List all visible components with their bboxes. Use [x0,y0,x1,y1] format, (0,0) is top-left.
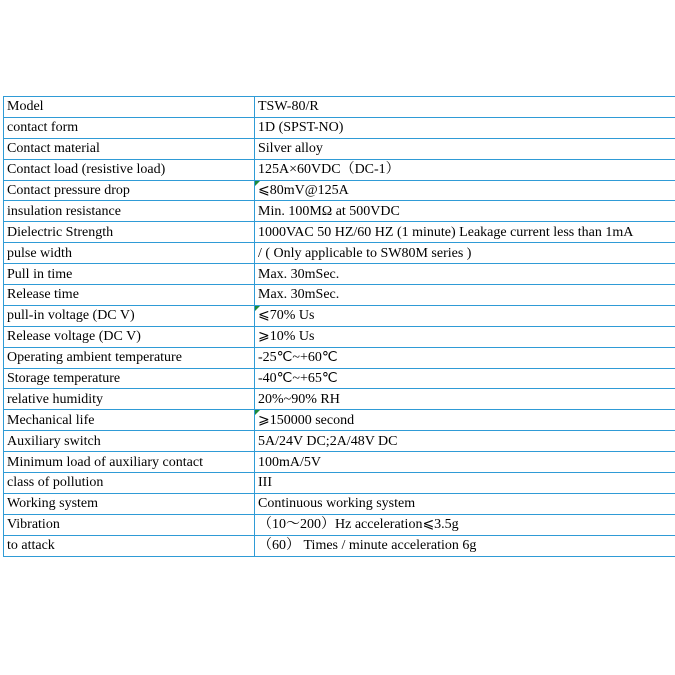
spec-value: 5A/24V DC;2A/48V DC [255,431,675,452]
spec-row [4,326,675,347]
spec-label: Pull in time [4,264,255,285]
spec-value: -40℃~+65℃ [255,368,675,389]
spec-label: Model [4,97,255,118]
spec-label: insulation resistance [4,201,255,222]
spec-value: / ( Only applicable to SW80M series ) [255,243,675,264]
spec-row [4,180,675,201]
spec-label: Dielectric Strength [4,222,255,243]
spec-row [4,514,675,535]
spec-value: Min. 100MΩ at 500VDC [255,201,675,222]
spec-label: Contact material [4,138,255,159]
spec-row [4,305,675,326]
spec-value: TSW-80/R [255,97,675,118]
spec-row [4,222,675,243]
spec-row [4,347,675,368]
spec-value: ⩾150000 second [255,410,675,431]
spec-label: relative humidity [4,389,255,410]
spec-label: Working system [4,493,255,514]
spec-row [4,452,675,473]
spec-value: 20%~90% RH [255,389,675,410]
spec-row [4,493,675,514]
spec-value: -25℃~+60℃ [255,347,675,368]
spec-row [4,285,675,306]
spec-row [4,264,675,285]
spec-row [4,201,675,222]
spec-value: III [255,473,675,494]
spec-value: （60） Times / minute acceleration 6g [255,535,675,556]
spec-label: class of pollution [4,473,255,494]
spec-row [4,138,675,159]
spec-value: 100mA/5V [255,452,675,473]
spec-row [4,473,675,494]
spec-value: Max. 30mSec. [255,285,675,306]
spec-table-body [4,97,675,557]
spec-table [3,96,675,557]
spec-label: Minimum load of auxiliary contact [4,452,255,473]
spec-value: Max. 30mSec. [255,264,675,285]
spec-row [4,97,675,118]
spec-row [4,243,675,264]
spec-row [4,389,675,410]
spec-value: ⩽80mV@125A [255,180,675,201]
spec-label: Vibration [4,514,255,535]
spec-label: to attack [4,535,255,556]
spec-value: Continuous working system [255,493,675,514]
spec-label: Storage temperature [4,368,255,389]
spec-value: 1000VAC 50 HZ/60 HZ (1 minute) Leakage current less than 1mA [255,222,675,243]
spec-value: ⩾10% Us [255,326,675,347]
spec-label: Mechanical life [4,410,255,431]
spec-label: Release voltage (DC V) [4,326,255,347]
spec-label: contact form [4,117,255,138]
spec-row [4,535,675,556]
spec-value: 1D (SPST-NO) [255,117,675,138]
spec-label: pull-in voltage (DC V) [4,305,255,326]
spec-row [4,431,675,452]
spec-label: Contact pressure drop [4,180,255,201]
spec-label: Contact load (resistive load) [4,159,255,180]
spec-row [4,410,675,431]
spec-label: Operating ambient temperature [4,347,255,368]
spec-label: Release time [4,285,255,306]
spec-value: 125A×60VDC（DC-1） [255,159,675,180]
spec-row [4,368,675,389]
spec-value: （10～200）Hz acceleration⩽3.5g [255,514,675,535]
spec-value: ⩽70% Us [255,305,675,326]
spec-value: Silver alloy [255,138,675,159]
spec-label: Auxiliary switch [4,431,255,452]
spec-row [4,117,675,138]
spec-label: pulse width [4,243,255,264]
spec-row [4,159,675,180]
